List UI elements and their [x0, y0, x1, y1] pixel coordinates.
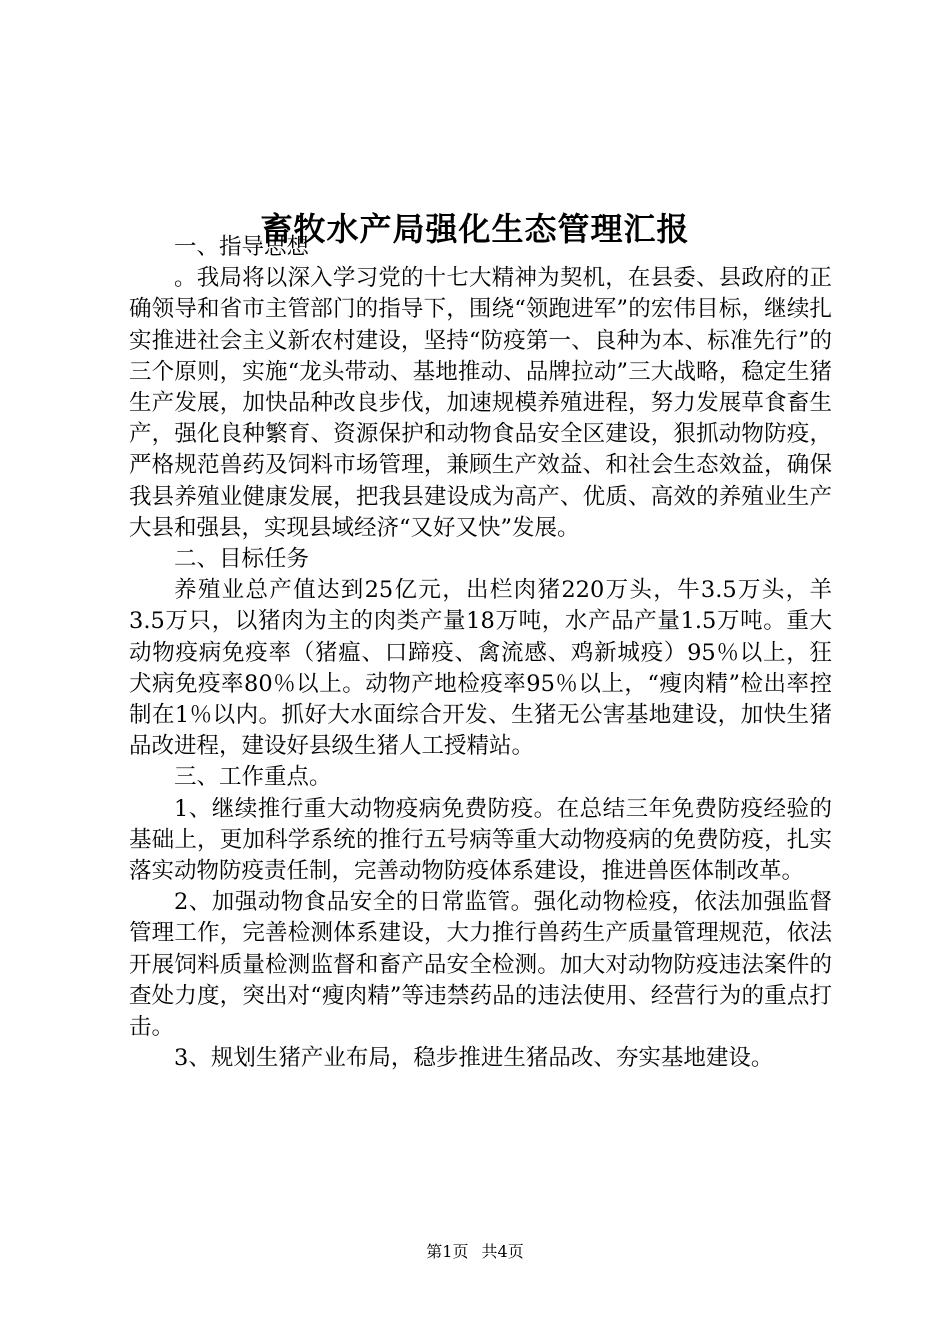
document-title: 畜牧水产局强化生态管理汇报: [260, 210, 690, 249]
body-paragraph: 1、继续推行重大动物疫病免费防疫。在总结三年免费防疫经验的基础上，更加科学系统的推行五号病等重大动物疫病的免费防疫，扎实落实动物防疫责任制，完善动物防疫体系建设，推进兽医体制改革。: [129, 795, 832, 885]
document-body: [129, 232, 832, 1074]
body-paragraph: 。我局将以深入学习党的十七大精神为契机，在县委、县政府的正确领导和省市主管部门的指导下，围绕“领跑进军”的宏伟目标，继续扎实推进社会主义新农村建设，坚持“防疫第一、良种为本、标准先行”的三个原则，实施“龙头带动、基地推动、品牌拉动”三大战略，稳定生猪生产发展，加快品种改良步伐，加速规模养殖进程，努力发展草食畜生产，强化良种繁育、资源保护和动物食品安全区建设，狠抓动物防疫，严格规范兽药及饲料市场管理，兼顾生产效益、和社会生态效益，确保我县养殖业健康发展，把我县建设成为高产、优质、高效的养殖业生产大县和强县，实现县域经济“又好又快”发展。: [129, 265, 832, 541]
section-heading: 二、目标任务: [174, 546, 310, 573]
body-paragraph: 3、规划生猪产业布局，稳步推进生猪品改、夯实基地建设。: [174, 1045, 774, 1072]
body-paragraph: 2、加强动物食品安全的日常监管。强化动物检疫，依法加强监督管理工作，完善检测体系建设，大力推行兽药生产质量管理规范，依法开展饲料质量检测监督和畜产品安全检测。加大对动物防疫违法案件的查处力度，突出对“瘦肉精”等违禁药品的违法使用、经营行为的重点打击。: [129, 889, 832, 1041]
page-total: 共4页: [481, 1242, 524, 1261]
section-heading: 三、工作重点。: [174, 764, 332, 791]
page-footer: [0, 1240, 950, 1264]
page-number: 第1页: [426, 1242, 469, 1261]
body-paragraph: 养殖业总产值达到25亿元，出栏肉猪220万头，牛3.5万头，羊3.5万只，以猪肉为主的肉类产量18万吨，水产品产量1.5万吨。重大动物疫病免疫率（猪瘟、口蹄疫、禽流感、鸡新城疫）95％以上，狂犬病免疫率80％以上。动物产地检疫率95％以上，“瘦肉精”检出率控制在1％以内。抓好大水面综合开发、生猪无公害基地建设，加快生猪品改进程，建设好县级生猪人工授精站。: [129, 577, 832, 760]
section-heading: 一、指导思想: [174, 234, 310, 260]
